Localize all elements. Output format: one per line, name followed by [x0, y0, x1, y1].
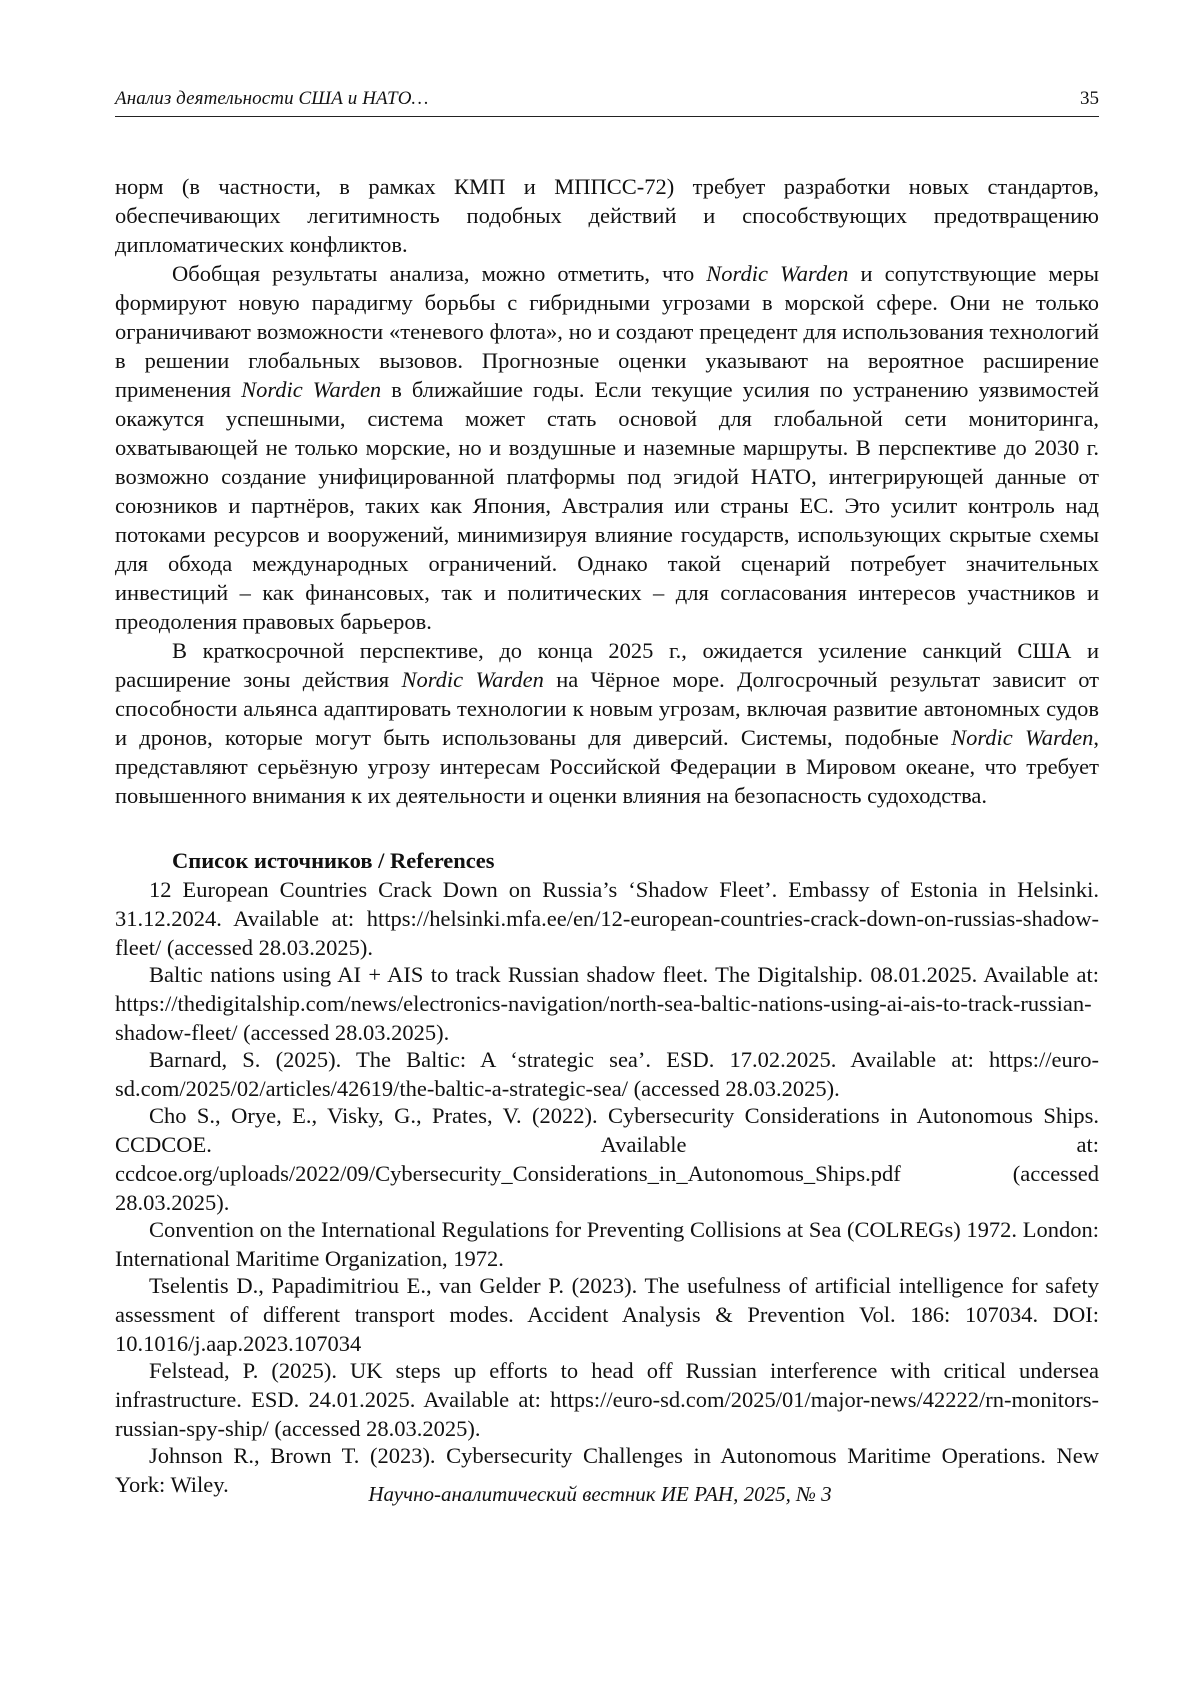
- nordic-warden-term: Nordic Warden: [401, 667, 544, 692]
- running-footer: Научно-аналитический вестник ИЕ РАН, 2025, № 3: [368, 1482, 832, 1506]
- reference-item: Felstead, P. (2025). UK steps up efforts to head off Russian interference with critical undersea infrastructure. ESD. 24.01.2025. Available at: https://euro-sd.com/2025/01/major-news/42222/rn-monitors-russian-spy-ship/ (accessed 28.03.2025).: [115, 1358, 1099, 1441]
- nordic-warden-term: Nordic Warden: [951, 725, 1094, 750]
- reference-item: Baltic nations using AI + AIS to track Russian shadow fleet. The Digitalship. 08.01.2025. Available at: https://thedigitalship.com/news/electronics-navigation/north-sea-baltic-nations-using-ai-ais-to-track-russian-shadow-fleet/ (accessed 28.03.2025).: [115, 962, 1099, 1045]
- reference-item: 12 European Countries Crack Down on Russia’s ‘Shadow Fleet’. Embassy of Estonia in Helsinki. 31.12.2024. Available at: https://helsinki.mfa.ee/en/12-european-countries-crack-down-on-russias-shadow-fleet/ (accessed 28.03.2025).: [115, 877, 1099, 960]
- reference-item: Convention on the International Regulations for Preventing Collisions at Sea (COLREGs) 1972. London: International Maritime Organization, 1972.: [115, 1217, 1099, 1271]
- article-body: [115, 172, 1099, 810]
- body-paragraph-3: В краткосрочной перспективе, до конца 2025 г., ожидается усиление санкций США и расширение зоны действия Nordic Warden на Чёрное море. Долгосрочный результат зависит от способности альянса адаптировать технологии к новым угрозам, включая развитие автономных судов и дронов, которые могут быть использованы для диверсий. Системы, подобные Nordic Warden, представляют серьёзную угрозу интересам Российской Федерации в Мировом океане, что требует повышенного внимания к их деятельности и оценки влияния на безопасность судоходства.: [115, 638, 1099, 808]
- references-heading: Список источников / References: [172, 848, 495, 873]
- reference-item: Johnson R., Brown T. (2023). Cybersecurity Challenges in Autonomous Maritime Operations. New York: Wiley.: [115, 1443, 1099, 1497]
- running-header-title: Анализ деятельности США и НАТО…: [115, 88, 429, 109]
- reference-item: Tselentis D., Papadimitriou E., van Gelder P. (2023). The usefulness of artificial intelligence for safety assessment of different transport modes. Accident Analysis & Prevention Vol. 186: 107034. DOI: 10.1016/j.aap.2023.107034: [115, 1273, 1099, 1356]
- running-header: [115, 86, 1099, 117]
- nordic-warden-term: Nordic Warden: [241, 377, 382, 402]
- reference-list: [115, 875, 1099, 1499]
- nordic-warden-term: Nordic Warden: [706, 261, 849, 286]
- body-paragraph-2: Обобщая результаты анализа, можно отметить, что Nordic Warden и сопутствующие меры формируют новую парадигму борьбы с гибридными угрозами в морской сфере. Они не только ограничивают возможности «теневого флота», но и создают прецедент для использования технологий в решении глобальных вызовов. Прогнозные оценки указывают на вероятное расширение применения Nordic Warden в ближайшие годы. Если текущие усилия по устранению уязвимостей окажутся успешными, система может стать основой для глобальной сети мониторинга, охватывающей не только морские, но и воздушные и наземные маршруты. В перспективе до 2030 г. возможно создание унифицированной платформы под эгидой НАТО, интегрирующей данные от союзников и партнёров, таких как Япония, Австралия или страны ЕС. Это усилит контроль над потоками ресурсов и вооружений, минимизируя влияние государств, использующих скрытые схемы для обхода международных ограничений. Однако такой сценарий потребует значительных инвестиций – как финансовых, так и политических – для согласования интересов участников и преодоления правовых барьеров.: [115, 261, 1100, 634]
- reference-item: Barnard, S. (2025). The Baltic: A ‘strategic sea’. ESD. 17.02.2025. Available at: https://euro-sd.com/2025/02/articles/42619/the-baltic-a-strategic-sea/ (accessed 28.03.2025).: [115, 1047, 1099, 1101]
- body-paragraph-1: норм (в частности, в рамках КМП и МППСС-72) требует разработки новых стандартов, обеспечивающих легитимность подобных действий и способствующих предотвращению дипломатических конфликтов.: [115, 174, 1099, 257]
- reference-item: Cho S., Orye, E., Visky, G., Prates, V. (2022). Cybersecurity Considerations in Autonomous Ships. CCDCOE. Available at: ccdcoe.org/uploads/2022/09/Cybersecurity_Considerations_in_Autonomous_Ships.pdf (accessed 28.03.2025).: [115, 1103, 1099, 1215]
- references-section: [115, 846, 1099, 1497]
- page-number: 35: [1080, 88, 1099, 109]
